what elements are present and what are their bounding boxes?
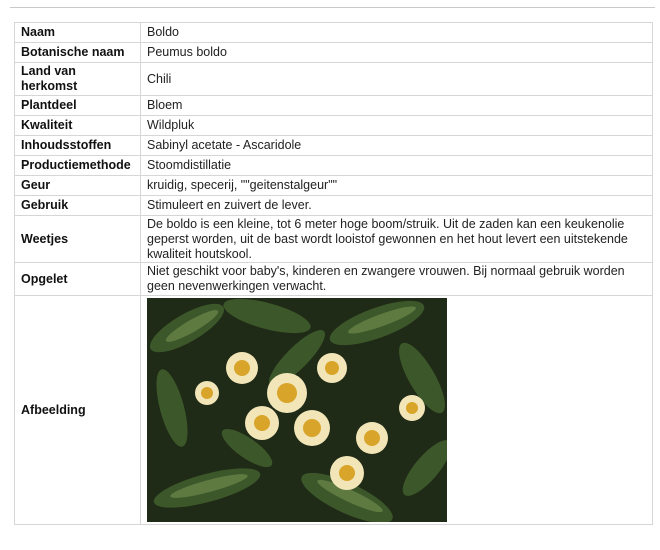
image-cell: [141, 296, 653, 525]
label-plantdeel: Plantdeel: [15, 96, 141, 116]
value-inhoudsstoffen: Sabinyl acetate - Ascaridole: [141, 136, 653, 156]
label-geur: Geur: [15, 176, 141, 196]
value-kwaliteit: Wildpluk: [141, 116, 653, 136]
value-botanische-naam: Peumus boldo: [141, 43, 653, 63]
row-naam: [15, 23, 653, 43]
label-opgelet: Opgelet: [15, 263, 141, 296]
label-naam: Naam: [15, 23, 141, 43]
row-weetjes: [15, 216, 653, 263]
row-gebruik: [15, 196, 653, 216]
product-info-table: [14, 22, 653, 525]
top-divider: [10, 7, 655, 8]
row-afbeelding: [15, 296, 653, 525]
value-plantdeel: Bloem: [141, 96, 653, 116]
value-naam: Boldo: [141, 23, 653, 43]
label-gebruik: Gebruik: [15, 196, 141, 216]
value-geur: kruidig, specerij, ""geitenstalgeur"": [141, 176, 653, 196]
row-inhoudsstoffen: [15, 136, 653, 156]
row-botanische-naam: [15, 43, 653, 63]
value-weetjes: De boldo is een kleine, tot 6 meter hoge boom/struik. Uit de zaden kan een keukenolie geperst worden, uit de bast wordt looistof gewonnen en het hout levert een uitstekende kwaliteit houtskool.: [141, 216, 653, 263]
label-land-van-herkomst: Land van herkomst: [15, 63, 141, 96]
label-afbeelding: Afbeelding: [15, 296, 141, 525]
row-geur: [15, 176, 653, 196]
label-kwaliteit: Kwaliteit: [15, 116, 141, 136]
row-land-van-herkomst: [15, 63, 653, 96]
row-plantdeel: [15, 96, 653, 116]
value-land-van-herkomst: Chili: [141, 63, 653, 96]
boldo-flowers-photo: [147, 298, 447, 522]
label-inhoudsstoffen: Inhoudsstoffen: [15, 136, 141, 156]
label-productiemethode: Productiemethode: [15, 156, 141, 176]
row-productiemethode: [15, 156, 653, 176]
value-opgelet: Niet geschikt voor baby's, kinderen en zwangere vrouwen. Bij normaal gebruik worden geen nevenwerkingen verwacht.: [141, 263, 653, 296]
row-kwaliteit: [15, 116, 653, 136]
label-botanische-naam: Botanische naam: [15, 43, 141, 63]
row-opgelet: [15, 263, 653, 296]
label-weetjes: Weetjes: [15, 216, 141, 263]
value-gebruik: Stimuleert en zuivert de lever.: [141, 196, 653, 216]
value-productiemethode: Stoomdistillatie: [141, 156, 653, 176]
